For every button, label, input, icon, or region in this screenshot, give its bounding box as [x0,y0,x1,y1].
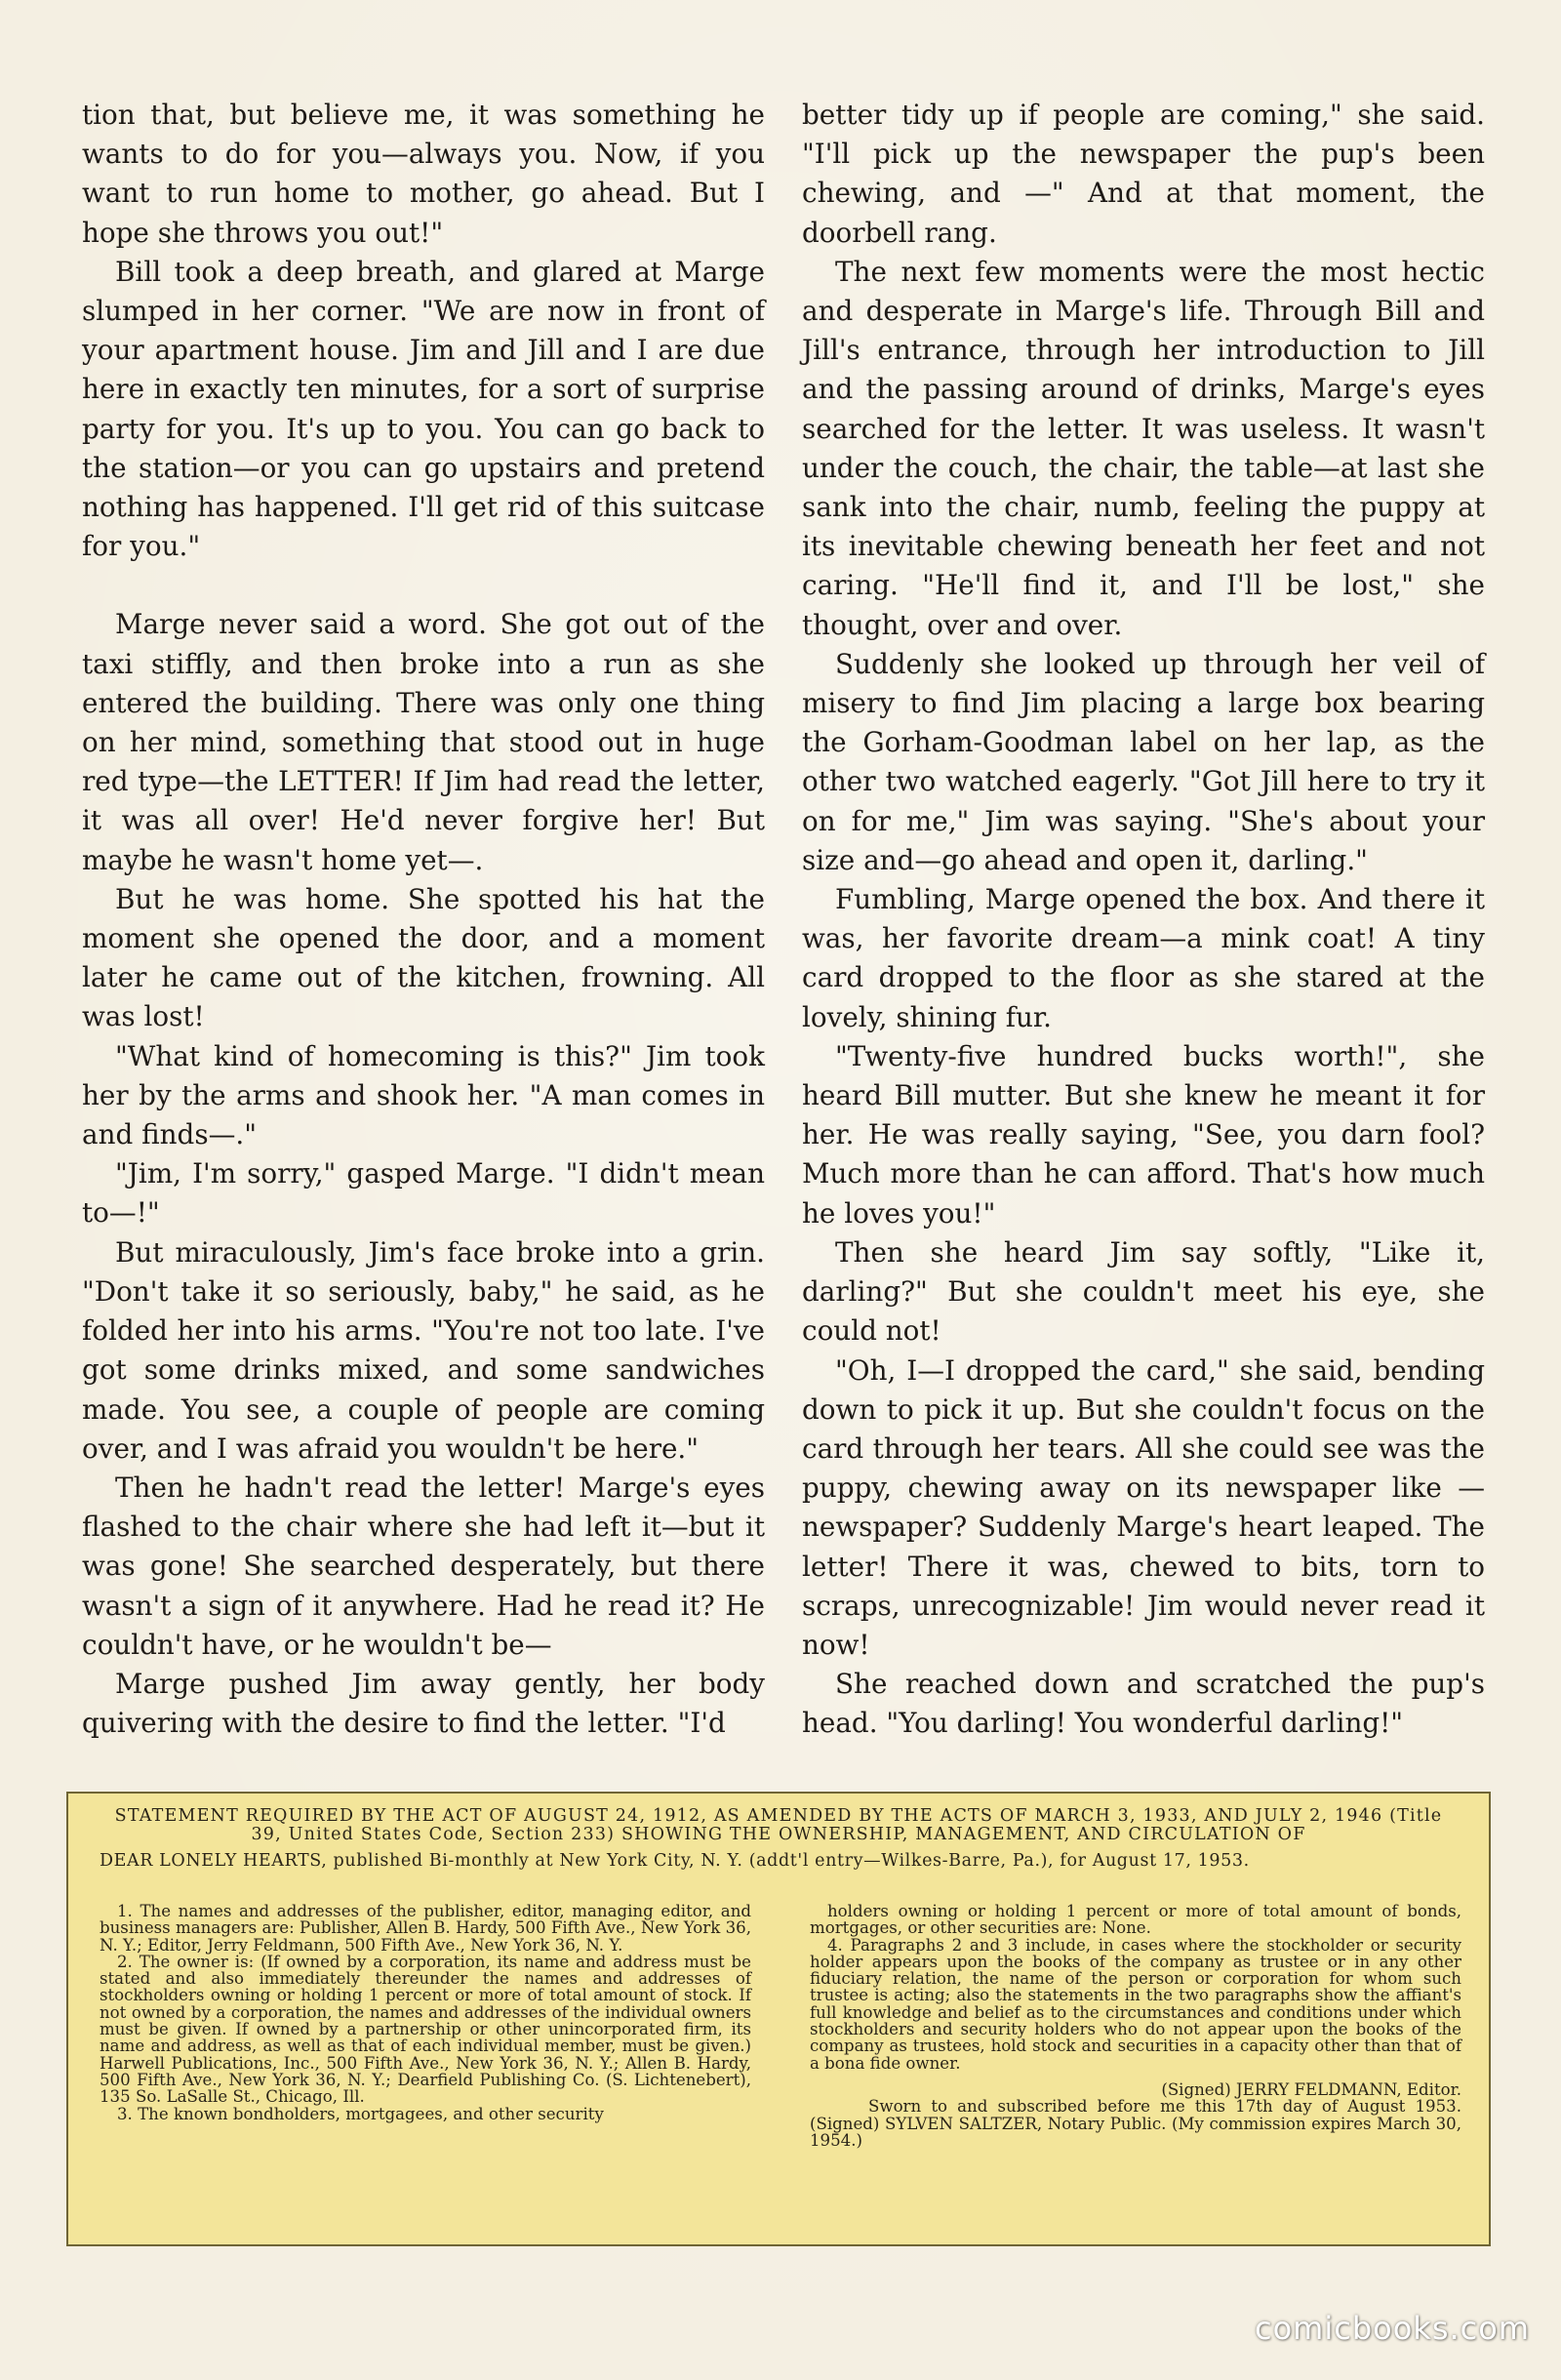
statement-title: STATEMENT REQUIRED BY THE ACT OF AUGUST 24, 1912, AS AMENDED BY THE ACTS OF MARCH 3, 1933, AND JULY 2, 1946 (Title 39, United States Code, Section 233) SHOWING THE OWNERSHIP, MANAGEMENT, AND CIRCULATION OF [114,1806,1443,1844]
statement-column-right [810,1903,1461,2149]
story-paragraph: "Oh, I—I dropped the card," she said, bending down to pick it up. But she couldn't focus on the card through her tears. All she could see was the puppy, chewing away on its newspaper like — newspaper? Suddenly Marge's heart leaped. The letter! There it was, chewed to bits, torn to scraps, unrecognizable! Jim would never read it now! [802,1353,1485,1661]
story-paragraph: The next few moments were the most hectic and desperate in Marge's life. Through Bill and Jill's entrance, through her introduction to Jill and the passing around of drinks, Marge's eyes searched for the letter. It was useless. It wasn't under the couch, the chair, the table—at last she sank into the chair, numb, feeling the puppy at its inevitable chewing beneath her feet and not caring. "He'll find it, and I'll be lost," she thought, over and over. [802,255,1485,641]
story-paragraph: Marge never said a word. She got out of the taxi stiffly, and then broke into a run as she entered the building. There was only one thing on her mind, something that stood out in huge red type—the LETTER! If Jim had read the letter, it was all over! He'd never forgive her! But maybe he wasn't home yet—. [82,608,765,876]
statement-intro: DEAR LONELY HEARTS, published Bi-monthly at New York City, N. Y. (addt'l entry—Wilkes-Barre, Pa.), for August 17, 1953. [100,1851,1250,1871]
statement-paragraph: 3. The known bondholders, mortgagees, and other security [117,2104,604,2123]
story-paragraph: Then he hadn't read the letter! Marge's eyes flashed to the chair where she had left it—but it was gone! She searched desperately, but there wasn't a sign of it anywhere. Had he read it? He couldn't have, or he wouldn't be— [82,1471,765,1661]
story-paragraph: tion that, but believe me, it was something he wants to do for you—always you. Now, if you want to run home to mother, go ahead. But I hope she throws you out!" [82,99,765,249]
story-paragraph: She reached down and scratched the pup's head. "You darling! You wonderful darling!" [802,1668,1485,1740]
story-paragraph: "Jim, I'm sorry," gasped Marge. "I didn't mean to—!" [82,1157,765,1230]
story-paragraph: "Twenty-five hundred bucks worth!", she heard Bill mutter. But she knew he meant it for her. He was really saying, "See, you darn fool? Much more than he can afford. That's how much he loves you!" [802,1039,1485,1230]
story-paragraph: "What kind of homecoming is this?" Jim took her by the arms and shook her. "A man comes in and finds—." [82,1039,765,1151]
story-paragraph: better tidy up if people are coming," she said. "I'll pick up the newspaper the pup's been chewing, and —" And at that moment, the doorbell rang. [802,99,1485,249]
statement-paragraph: holders owning or holding 1 percent or more of total amount of bonds, mortgages, or other securities are: None. [810,1902,1461,1938]
story-paragraph: But miraculously, Jim's face broke into a grin. "Don't take it so seriously, baby," he said, as he folded her into his arms. "You're not too late. I've got some drinks mixed, and some sandwiches made. You see, a couple of people are coming over, and I was afraid you wouldn't be here." [82,1235,765,1465]
story-paragraph: Then she heard Jim say softly, "Like it, darling?" But she couldn't meet his eye, she could not! [802,1235,1485,1348]
story-column-right [802,96,1485,1744]
story-paragraph: But he was home. She spotted his hat the moment she opened the door, and a moment later he came out of the kitchen, frowning. All was lost! [82,882,765,1033]
story-paragraph: Bill took a deep breath, and glared at Marge slumped in her corner. "We are now in front of your apartment house. Jim and Jill and I are due here in exactly ten minutes, for a sort of surprise party for you. It's up to you. You can go back to the station—or you can go upstairs and pretend nothing has happened. I'll get rid of this suitcase for you." [82,255,765,563]
story-column-left [82,96,765,1743]
statement-notary: Sworn to and subscribed before me this 17th day of August 1953. (Signed) SYLVEN SALTZER, Notary Public. (My commission expires March 30, 1954.) [810,2097,1461,2150]
statement-paragraph: 2. The owner is: (If owned by a corporation, its name and address must be stated and also immediately thereunder the names and addresses of stockholders owning or holding 1 percent or more of total amount of stock. If not owned by a corporation, the names and addresses of the individual owners must be given. If owned by a partnership or other unincorporated firm, its name and address, as well as that of each individual member, must be given.) Harwell Publications, Inc., 500 Fifth Ave., New York 36, N. Y.; Allen B. Hardy, 500 Fifth Ave., New York 36, N. Y.; Dearfield Publishing Co. (S. Lichtenebert), 135 So. LaSalle St., Chicago, Ill. [100,1952,751,2107]
statement-column-left [100,1903,751,2122]
story-paragraph: Suddenly she looked up through her veil of misery to find Jim placing a large box bearing the Gorham-Goodman label on her lap, as the other two watched eagerly. "Got Jill here to try it on for me," Jim was saying. "She's about your size and—go ahead and open it, darling." [802,647,1485,876]
statement-paragraph: 4. Paragraphs 2 and 3 include, in cases where the stockholder or security holder appears upon the books of the company as trustee or in any other fiduciary relation, the name of the person or corporation for whom such trustee is acting; also the statements in the two paragraphs show the affiant's full knowledge and belief as to the circumstances and conditions under which stockholders and security holders who do not appear upon the books of the company as trustees, hold stock and securities in a capacity other than that of a bona fide owner. [810,1935,1461,2073]
story-paragraph: Fumbling, Marge opened the box. And there it was, her favorite dream—a mink coat! A tiny card dropped to the floor as she stared at the lovely, shining fur. [802,883,1485,1033]
ownership-statement-box [66,1792,1491,2246]
statement-signature: (Signed) JERRY FELDMANN, Editor. [1161,2079,1461,2099]
site-watermark: comicbooks.com [1254,2310,1530,2347]
statement-paragraph: 1. The names and addresses of the publisher, editor, managing editor, and business managers are: Publisher, Allen B. Hardy, 500 Fifth Ave., New York 36, N. Y.; Editor, Jerry Feldmann, 500 Fifth Ave., New York 36, N. Y. [100,1902,751,1955]
story-paragraph: Marge pushed Jim away gently, her body quivering with the desire to find the letter. "I'd [82,1667,765,1740]
